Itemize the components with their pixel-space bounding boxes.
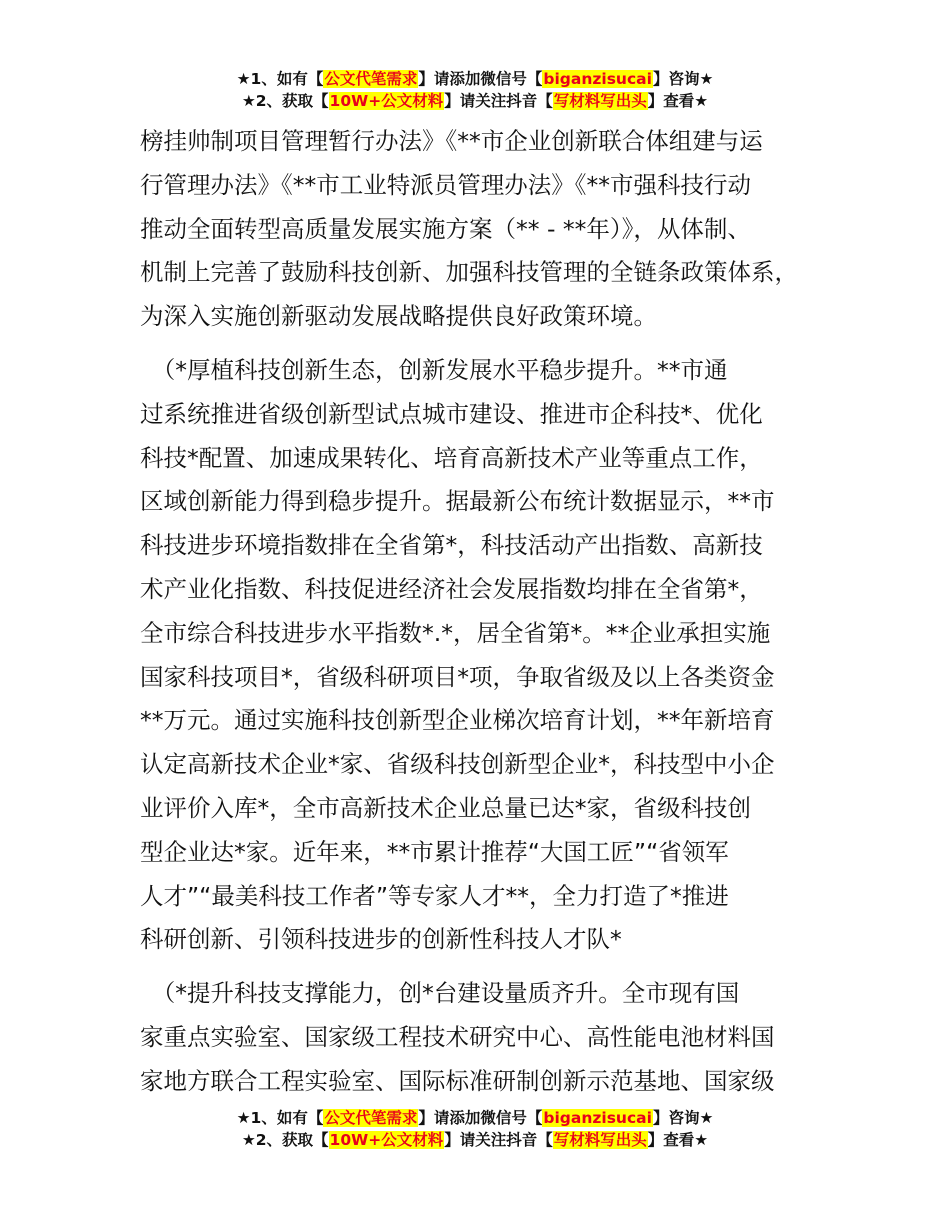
text-line: 行管理办法》《**市工业特派员管理办法》《**市强科技行动 bbox=[140, 170, 751, 199]
footer-banner-line-2 bbox=[0, 1129, 950, 1151]
text-line: 科技进步环境指数排在全省第*，科技活动产出指数、高新技 bbox=[140, 531, 763, 560]
banner-text: 】咨询★ bbox=[652, 1109, 714, 1127]
banner-highlight: 10W+公文材料 bbox=[329, 1131, 444, 1149]
text-line: 科技*配置、加速成果转化、培育高新技术产业等重点工作， bbox=[140, 443, 763, 472]
text-line: 推动全面转型高质量发展实施方案（** - **年）》，从体制、 bbox=[140, 214, 751, 243]
banner-highlight: 写材料写出头 bbox=[553, 92, 647, 110]
banner-highlight: biganzisucai bbox=[543, 1109, 652, 1127]
banner-text: ★1、如有【 bbox=[236, 70, 324, 88]
header-banner bbox=[0, 68, 950, 112]
text-line: 机制上完善了鼓励科技创新、加强科技管理的全链条政策体系， bbox=[140, 258, 798, 287]
text-line: 区域创新能力得到稳步提升。据最新公布统计数据显示，**市 bbox=[140, 487, 775, 516]
banner-text: 】请添加微信号【 bbox=[418, 70, 543, 88]
banner-text: ★1、如有【 bbox=[236, 1109, 324, 1127]
footer-banner bbox=[0, 1107, 950, 1151]
header-banner-line-2 bbox=[0, 90, 950, 112]
banner-highlight: 写材料写出头 bbox=[553, 1131, 647, 1149]
footer-banner-line-1 bbox=[0, 1107, 950, 1129]
text-line: 国家科技项目*，省级科研项目*项，争取省级及以上各类资金 bbox=[140, 662, 775, 691]
document-body bbox=[140, 120, 840, 1104]
paragraph-tech-support bbox=[140, 972, 840, 1103]
banner-text: 】咨询★ bbox=[652, 70, 714, 88]
banner-text: 】请添加微信号【 bbox=[418, 1109, 543, 1127]
banner-text: 】请关注抖音【 bbox=[444, 92, 553, 110]
header-banner-line-1 bbox=[0, 68, 950, 90]
banner-text: 】查看★ bbox=[647, 1131, 709, 1149]
text-line: （*提升科技支撑能力，创*台建设量质齐升。全市现有国 bbox=[140, 979, 740, 1008]
banner-highlight: 公文代笔需求 bbox=[324, 1109, 418, 1127]
text-line: 术产业化指数、科技促进经济社会发展指数均排在全省第*， bbox=[140, 574, 763, 603]
text-line: 认定高新技术企业*家、省级科技创新型企业*，科技型中小企 bbox=[140, 750, 775, 779]
text-line: 业评价入库*，全市高新技术企业总量已达*家，省级科技创 bbox=[140, 793, 751, 822]
banner-text: ★2、获取【 bbox=[241, 92, 329, 110]
text-line: （*厚植科技创新生态，创新发展水平稳步提升。**市通 bbox=[140, 355, 728, 384]
text-line: 为深入实施创新驱动发展战略提供良好政策环境。 bbox=[140, 302, 657, 331]
text-line: 家地方联合工程实验室、国际标准研制创新示范基地、国家级 bbox=[140, 1066, 775, 1095]
text-line: 型企业达*家。近年来，**市累计推荐“大国工匠”“省领军 bbox=[140, 837, 729, 866]
text-line: 过系统推进省级创新型试点城市建设、推进市企科技*、优化 bbox=[140, 399, 763, 428]
banner-text: ★2、获取【 bbox=[241, 1131, 329, 1149]
text-line: 人才”“最美科技工作者”等专家人才**，全力打造了*推进 bbox=[140, 881, 729, 910]
paragraph-policy bbox=[140, 120, 840, 339]
text-line: 家重点实验室、国家级工程技术研究中心、高性能电池材料国 bbox=[140, 1022, 775, 1051]
banner-highlight: 10W+公文材料 bbox=[329, 92, 444, 110]
banner-text: 】请关注抖音【 bbox=[444, 1131, 553, 1149]
text-line: 全市综合科技进步水平指数*.*，居全省第*。**企业承担实施 bbox=[140, 618, 771, 647]
paragraph-innovation-ecology bbox=[140, 349, 840, 962]
banner-highlight: biganzisucai bbox=[543, 70, 652, 88]
text-line: 榜挂帅制项目管理暂行办法》《**市企业创新联合体组建与运 bbox=[140, 127, 763, 155]
text-line: 科研创新、引领科技进步的创新性科技人才队* bbox=[140, 925, 622, 954]
text-line: **万元。通过实施科技创新型企业梯次培育计划，**年新培育 bbox=[140, 706, 775, 735]
banner-highlight: 公文代笔需求 bbox=[324, 70, 418, 88]
banner-text: 】查看★ bbox=[647, 92, 709, 110]
